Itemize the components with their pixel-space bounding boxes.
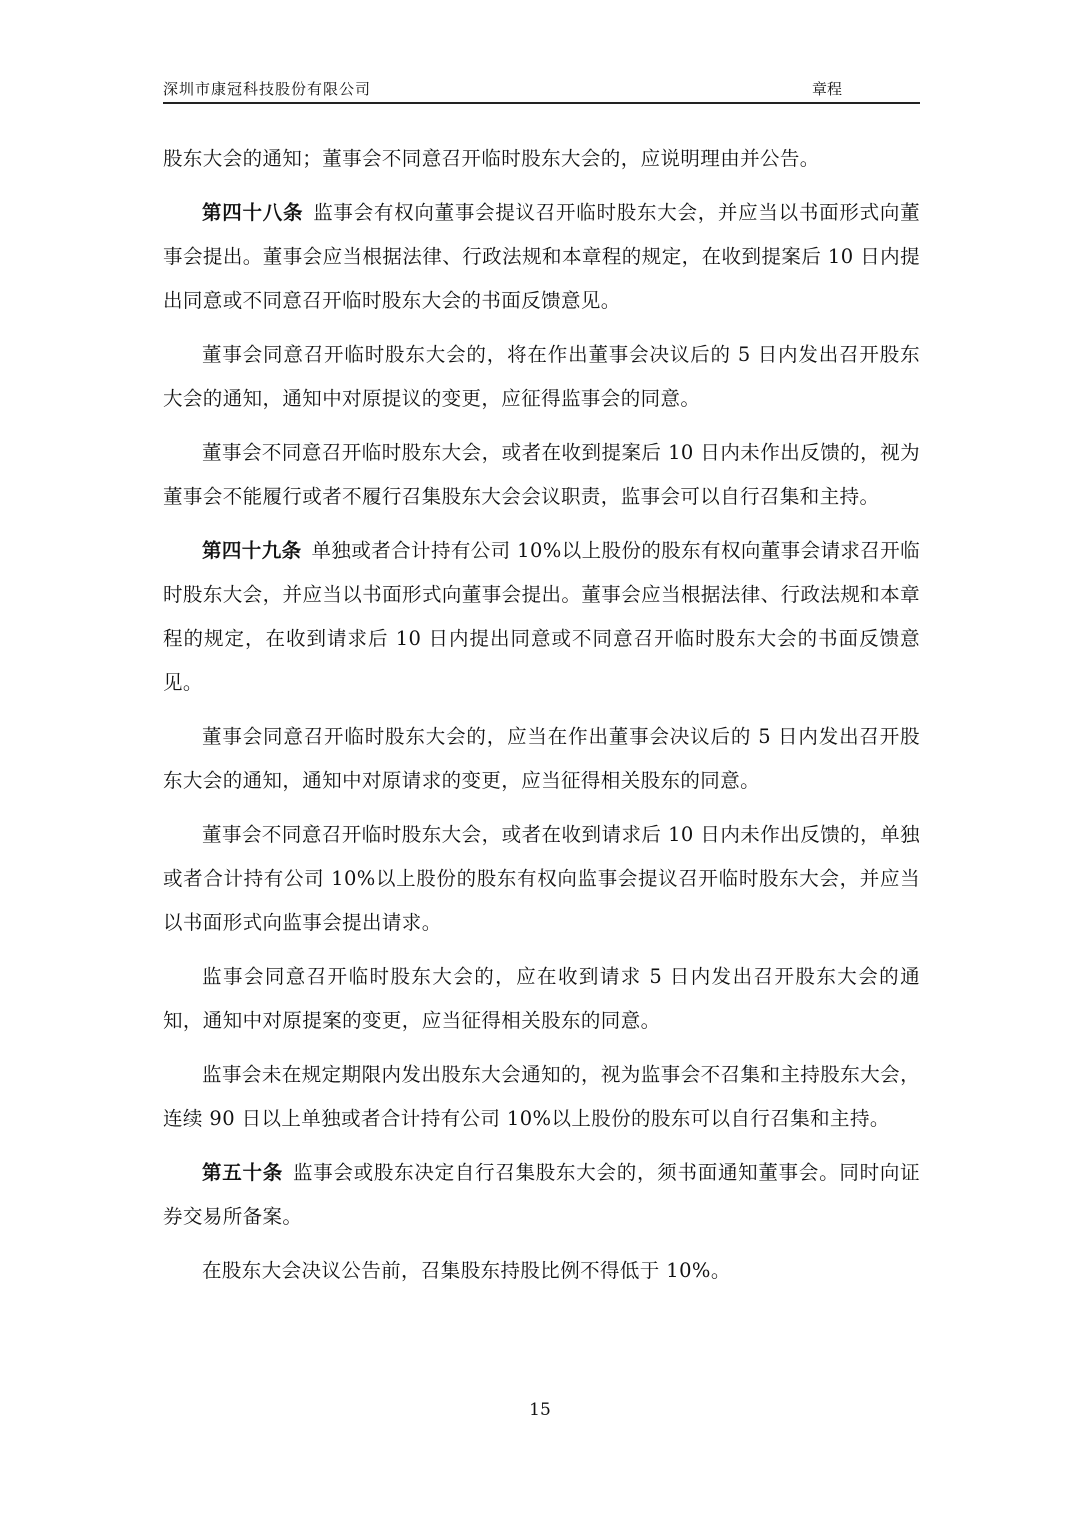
paragraph-text: 董事会同意召开临时股东大会的，将在作出董事会决议后的 5 日内发出召开股东大会的通知，通知中对原提议的变更，应征得监事会的同意。 [163, 343, 920, 410]
article-number: 第四十九条 [202, 539, 302, 562]
paragraph [163, 955, 920, 1043]
paragraph-text: 单独或者合计持有公司 10%以上股份的股东有权向董事会请求召开临时股东大会，并应当以书面形式向董事会提出。董事会应当根据法律、行政法规和本章程的规定，在收到请求后 10 日内提出同意或不同意召开临时股东大会的书面反馈意见。 [163, 539, 920, 694]
page-header [163, 74, 920, 104]
article-48 [163, 191, 920, 323]
paragraph-text: 董事会不同意召开临时股东大会，或者在收到请求后 10 日内未作出反馈的，单独或者合计持有公司 10%以上股份的股东有权向监事会提议召开临时股东大会，并应当以书面形式向监事会提出请求。 [163, 823, 920, 934]
paragraph-text: 董事会不同意召开临时股东大会，或者在收到提案后 10 日内未作出反馈的，视为董事会不能履行或者不履行召集股东大会会议职责，监事会可以自行召集和主持。 [163, 441, 920, 508]
article-number: 第四十八条 [202, 201, 304, 224]
paragraph-text: 股东大会的通知；董事会不同意召开临时股东大会的，应说明理由并公告。 [163, 147, 820, 170]
paragraph-continuation [163, 137, 920, 181]
paragraph-text: 监事会未在规定期限内发出股东大会通知的，视为监事会不召集和主持股东大会，连续 90 日以上单独或者合计持有公司 10%以上股份的股东可以自行召集和主持。 [163, 1063, 920, 1130]
page-number: 15 [529, 1400, 551, 1420]
paragraph [163, 813, 920, 945]
paragraph-text: 董事会同意召开临时股东大会的，应当在作出董事会决议后的 5 日内发出召开股东大会的通知，通知中对原请求的变更，应当征得相关股东的同意。 [163, 725, 920, 792]
paragraph [163, 1249, 920, 1293]
header-company-name: 深圳市康冠科技股份有限公司 [163, 80, 372, 98]
article-number: 第五十条 [202, 1161, 283, 1184]
paragraph-text: 监事会有权向董事会提议召开临时股东大会，并应当以书面形式向董事会提出。董事会应当根据法律、行政法规和本章程的规定，在收到提案后 10 日内提出同意或不同意召开临时股东大会的书面反馈意见。 [163, 201, 920, 312]
article-49 [163, 529, 920, 705]
header-document-title: 章程 [811, 80, 842, 98]
article-50 [163, 1151, 920, 1239]
document-body [163, 137, 920, 1303]
paragraph [163, 715, 920, 803]
paragraph-text: 在股东大会决议公告前，召集股东持股比例不得低于 10%。 [202, 1259, 731, 1282]
paragraph-text: 监事会同意召开临时股东大会的，应在收到请求 5 日内发出召开股东大会的通知，通知中对原提案的变更，应当征得相关股东的同意。 [163, 965, 920, 1032]
paragraph-text: 监事会或股东决定自行召集股东大会的，须书面通知董事会。同时向证券交易所备案。 [163, 1161, 920, 1228]
paragraph [163, 1053, 920, 1141]
paragraph [163, 333, 920, 421]
paragraph [163, 431, 920, 519]
